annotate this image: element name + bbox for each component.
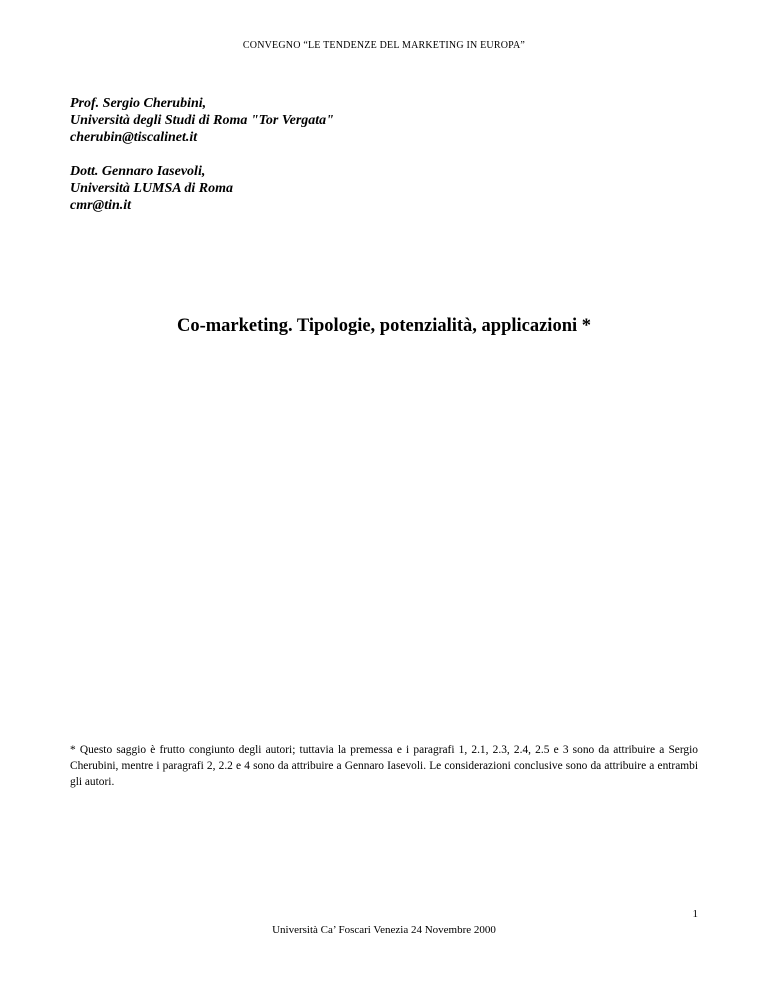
author-block-2 xyxy=(70,163,233,214)
author-name: Prof. Sergio Cherubini, xyxy=(70,96,207,111)
page-number: 1 xyxy=(692,908,698,920)
author-name: Dott. Gennaro Iasevoli, xyxy=(70,164,206,179)
author-affiliation: Università LUMSA di Roma xyxy=(70,181,233,196)
author-email: cherubin@tiscalinet.it xyxy=(70,130,198,145)
footnote: * Questo saggio è frutto congiunto degli autori; tuttavia la premessa e i paragrafi 1, 2.1, 2.3, 2.4, 2.5 e 3 sono da attribuire a Sergio Cherubini, mentre i paragrafi 2, 2.2 e 4 sono da attribuire a Gennaro Iasevoli. Le considerazioni conclusive sono da attribuire a entrambi gli autori. xyxy=(70,744,698,788)
running-header: CONVEGNO “LE TENDENZE DEL MARKETING IN EUROPA” xyxy=(242,40,526,51)
author-affiliation: Università degli Studi di Roma "Tor Vergata" xyxy=(70,113,334,128)
author-block-1 xyxy=(70,95,334,146)
paper-title: Co-marketing. Tipologie, potenzialità, applicazioni * xyxy=(176,316,592,336)
running-footer: Università Ca’ Foscari Venezia 24 Novembre 2000 xyxy=(272,924,496,936)
author-email: cmr@tin.it xyxy=(70,198,132,213)
